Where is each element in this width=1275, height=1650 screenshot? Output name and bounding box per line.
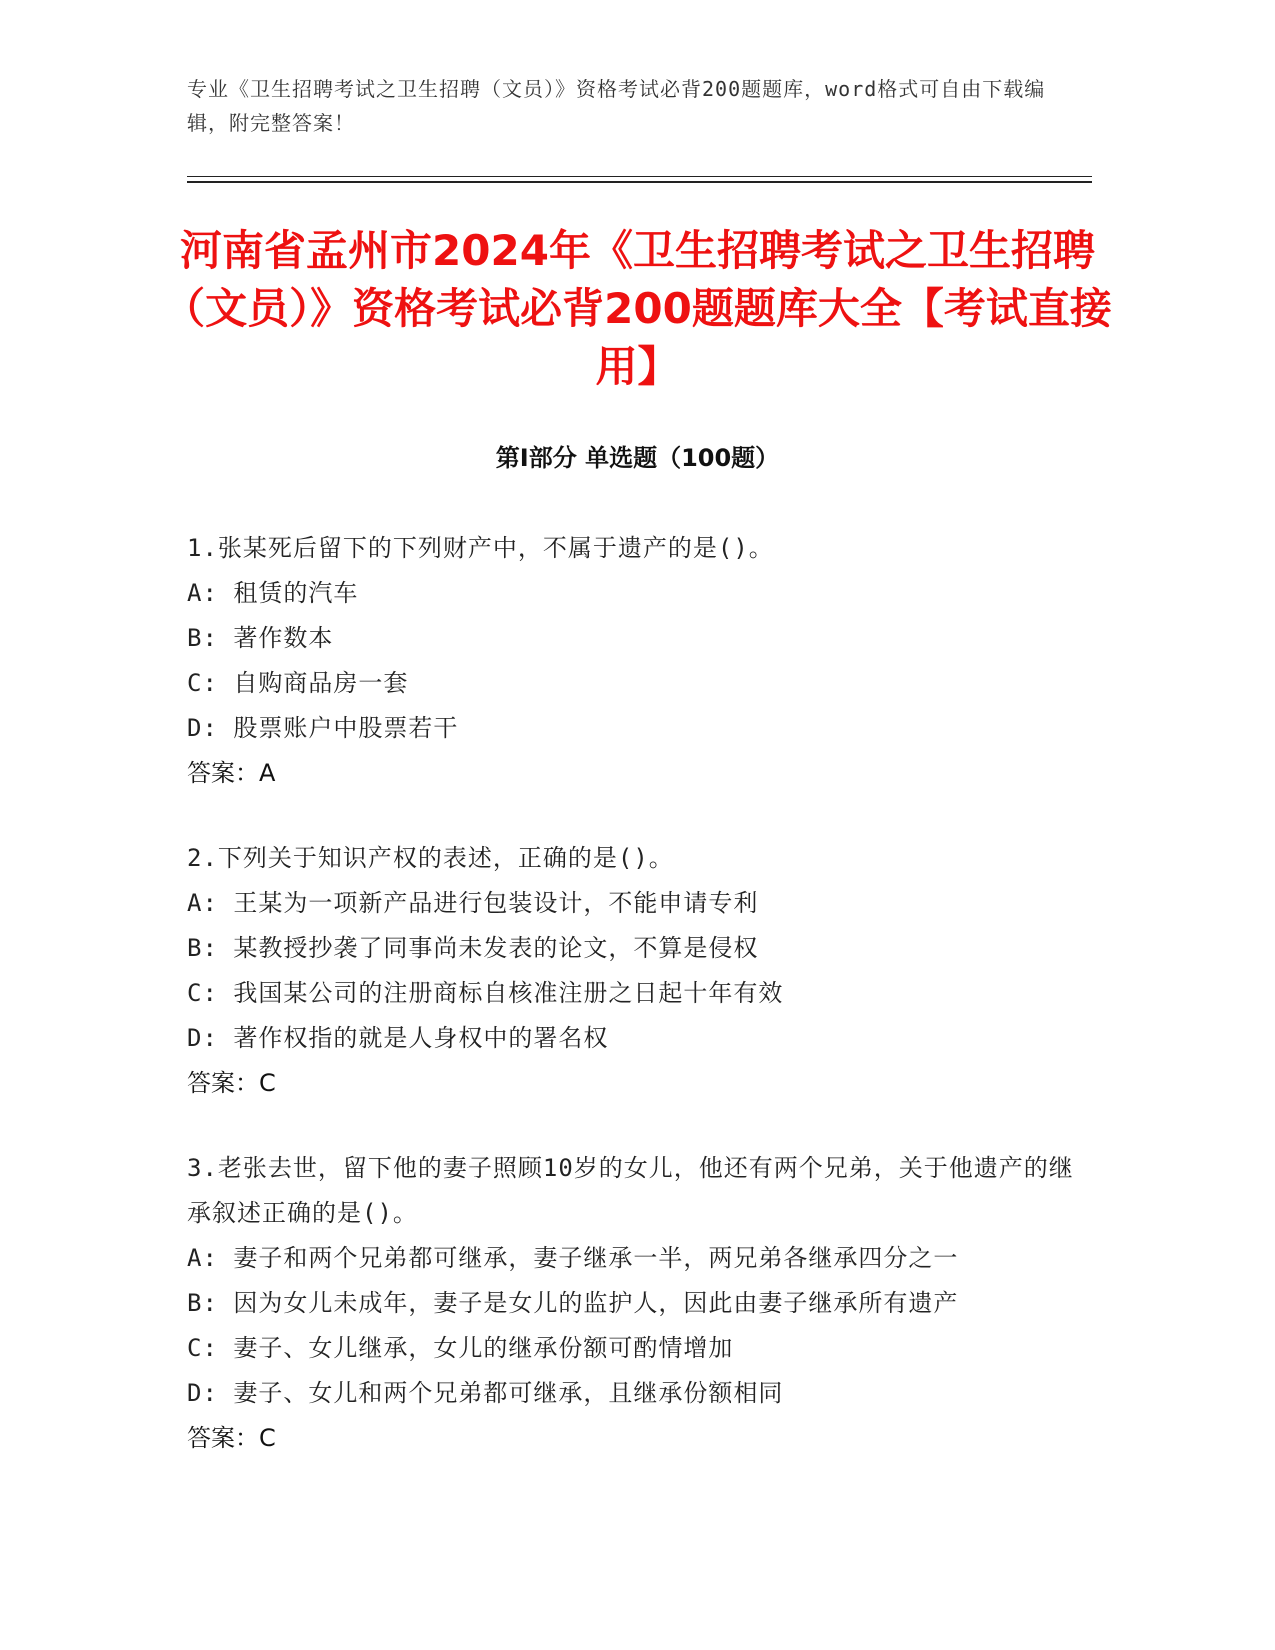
question-stem: 3.老张去世，留下他的妻子照顾10岁的女儿，他还有两个兄弟，关于他遗产的继承叙述正确的是()。 — [187, 1154, 1074, 1227]
option-c: C: 妻子、女儿继承，女儿的继承份额可酌情增加 — [187, 1334, 734, 1362]
option-a: A: 租赁的汽车 — [187, 579, 359, 607]
option-a: A: 王某为一项新产品进行包装设计，不能申请专利 — [187, 889, 759, 917]
option-b: B: 著作数本 — [187, 624, 334, 652]
header-note: 专业《卫生招聘考试之卫生招聘（文员）》资格考试必背200题题库，word格式可自由下载编辑，附完整答案！ — [187, 77, 1046, 135]
option-d: D: 著作权指的就是人身权中的署名权 — [187, 1024, 609, 1052]
question-list — [187, 526, 1087, 1501]
option-d: D: 妻子、女儿和两个兄弟都可继承，且继承份额相同 — [187, 1379, 784, 1407]
question-2 — [187, 836, 1087, 1106]
header-divider-thin — [187, 176, 1092, 177]
option-d: D: 股票账户中股票若干 — [187, 714, 459, 742]
option-c: C: 自购商品房一套 — [187, 669, 409, 697]
answer: 答案：C — [187, 1069, 276, 1097]
option-b: B: 某教授抄袭了同事尚未发表的论文，不算是侵权 — [187, 934, 759, 962]
option-a: A: 妻子和两个兄弟都可继承，妻子继承一半，两兄弟各继承四分之一 — [187, 1244, 959, 1272]
question-1 — [187, 526, 1087, 796]
document-title: 河南省孟州市2024年《卫生招聘考试之卫生招聘（文员）》资格考试必背200题题库大全【考试直接用】 — [163, 226, 1112, 391]
header-divider-thick — [187, 181, 1092, 183]
answer: 答案：A — [187, 759, 276, 787]
question-stem: 2.下列关于知识产权的表述，正确的是()。 — [187, 844, 674, 872]
question-stem: 1.张某死后留下的下列财产中，不属于遗产的是()。 — [187, 534, 774, 562]
option-b: B: 因为女儿未成年，妻子是女儿的监护人，因此由妻子继承所有遗产 — [187, 1289, 959, 1317]
question-3 — [187, 1146, 1087, 1461]
answer: 答案：C — [187, 1424, 276, 1452]
option-c: C: 我国某公司的注册商标自核准注册之日起十年有效 — [187, 979, 784, 1007]
section-heading: 第I部分 单选题（100题） — [495, 444, 780, 472]
